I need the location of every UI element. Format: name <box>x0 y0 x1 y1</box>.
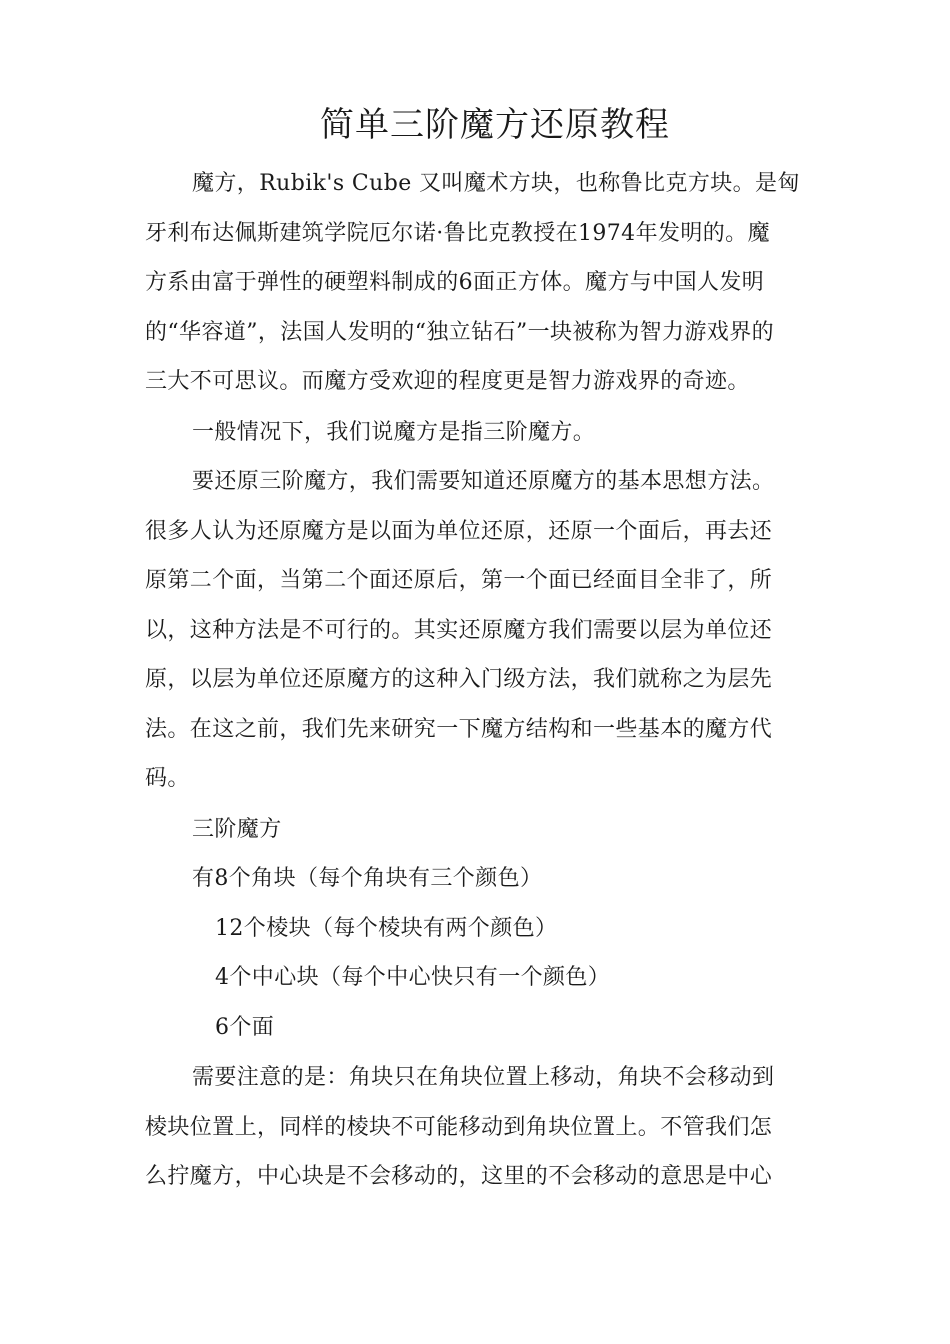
list-item-corners: 有8个角块（每个角块有三个颜色） <box>192 866 543 891</box>
text-line-5: 三大不可思议。而魔方受欢迎的程度更是智力游戏界的奇迹。 <box>145 369 750 394</box>
list-item-centers: 4个中心块（每个中心快只有一个颜色） <box>215 965 611 990</box>
text-line-1: 魔方，Rubik's Cube 又叫魔术方块，也称鲁比克方块。是匈 <box>192 171 800 196</box>
text-line-7: 要还原三阶魔方，我们需要知道还原魔方的基本思想方法。 <box>192 469 775 494</box>
text-line-11: 原，以层为单位还原魔方的这种入门级方法，我们就称之为层先 <box>145 667 773 692</box>
text-line-10: 以，这种方法是不可行的。其实还原魔方我们需要以层为单位还 <box>145 618 773 643</box>
text-line-8: 很多人认为还原魔方是以面为单位还原，还原一个面后，再去还 <box>145 519 773 544</box>
list-item-edges: 12个棱块（每个棱块有两个颜色） <box>215 916 558 941</box>
text-line-13: 码。 <box>145 766 190 791</box>
text-line-9: 原第二个面，当第二个面还原后，第一个面已经面目全非了，所 <box>145 568 773 593</box>
text-line-21: 么拧魔方，中心块是不会移动的，这里的不会移动的意思是中心 <box>145 1164 773 1189</box>
text-line-19: 需要注意的是：角块只在角块位置上移动，角块不会移动到 <box>192 1065 775 1090</box>
text-line-20: 棱块位置上，同样的棱块不可能移动到角块位置上。不管我们怎 <box>145 1115 773 1140</box>
text-line-3: 方系由富于弹性的硬塑料制成的6面正方体。魔方与中国人发明 <box>145 270 765 295</box>
text-line-6: 一般情况下，我们说魔方是指三阶魔方。 <box>192 420 596 445</box>
text-line-2: 牙利布达佩斯建筑学院厄尔诺·鲁比克教授在1974年发明的。魔 <box>145 221 770 246</box>
document-title: 简单三阶魔方还原教程 <box>320 105 670 145</box>
list-heading: 三阶魔方 <box>192 817 282 842</box>
list-item-faces: 6个面 <box>215 1015 275 1040</box>
text-line-12: 法。在这之前，我们先来研究一下魔方结构和一些基本的魔方代 <box>145 717 773 742</box>
text-line-4: 的“华容道”，法国人发明的“独立钻石”一块被称为智力游戏界的 <box>145 320 774 345</box>
